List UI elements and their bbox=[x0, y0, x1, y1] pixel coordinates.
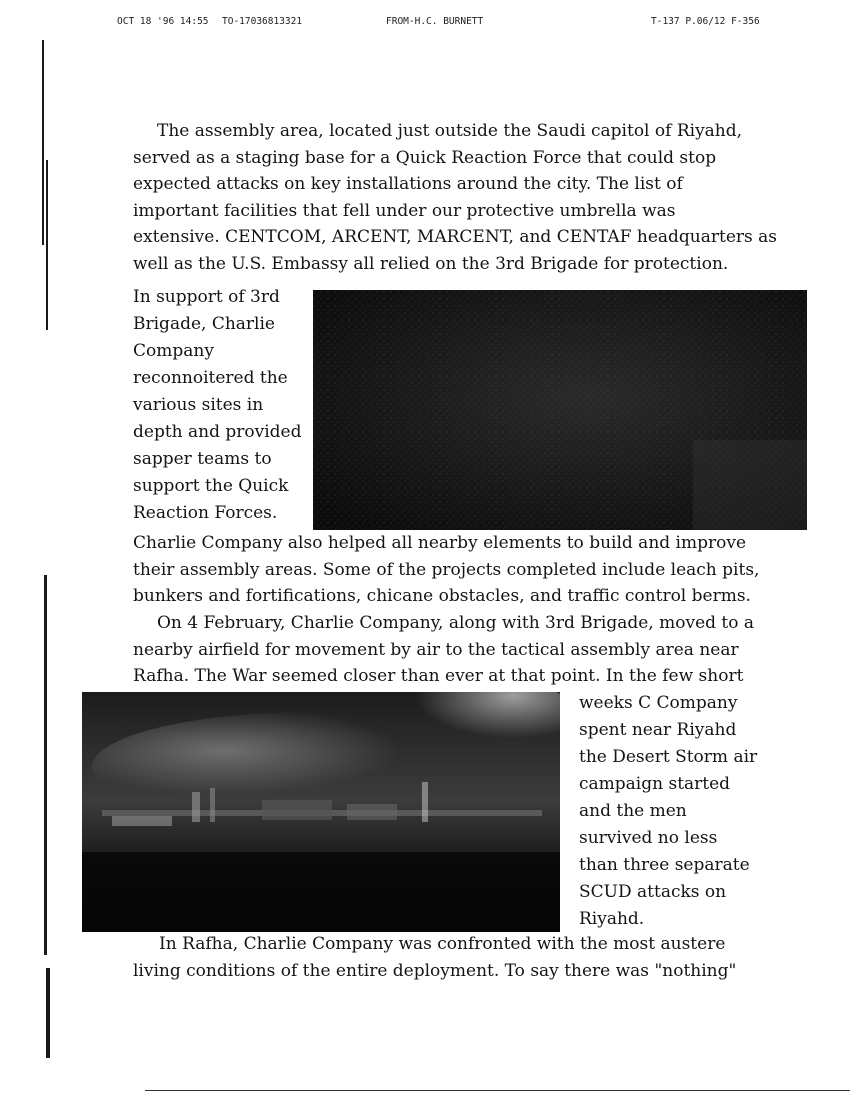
text-line: In support of 3rd bbox=[133, 287, 280, 307]
paragraph-2-wrapped bbox=[133, 284, 302, 527]
paragraph-4 bbox=[133, 931, 736, 984]
text-line: support the Quick bbox=[133, 476, 289, 496]
text-line: extensive. CENTCOM, ARCENT, MARCENT, and CENTAF headquarters as bbox=[133, 227, 778, 247]
text-line: their assembly areas. Some of the projects completed include leach pits, bbox=[133, 559, 760, 580]
text-line: expected attacks on key installations around the city. The list of bbox=[133, 174, 683, 194]
fax-page: T-137 P.06/12 F-356 bbox=[651, 16, 760, 27]
text-line: living conditions of the entire deployment. To say there was "nothing" bbox=[133, 960, 737, 981]
text-line: nearby airfield for movement by air to the tactical assembly area near bbox=[133, 639, 739, 660]
text-line: campaign started bbox=[579, 774, 731, 794]
fax-header bbox=[0, 16, 850, 32]
photo-bottom-image bbox=[82, 692, 560, 932]
photo-top-image bbox=[313, 290, 807, 530]
fax-date-time: OCT 18 '96 14:55 bbox=[117, 16, 209, 27]
text-line: the Desert Storm air bbox=[579, 747, 758, 767]
photo-top bbox=[313, 290, 807, 530]
paragraph-3-wrapped bbox=[579, 690, 757, 933]
text-line: served as a staging base for a Quick Reaction Force that could stop bbox=[133, 147, 717, 168]
text-line: Riyahd. bbox=[579, 909, 645, 929]
paragraph-3 bbox=[133, 610, 754, 690]
text-line: depth and provided bbox=[133, 422, 302, 442]
text-line: and the men bbox=[579, 801, 687, 821]
paragraph-2-rest bbox=[133, 530, 759, 610]
text-line: weeks C Company bbox=[579, 693, 738, 713]
text-line: Charlie Company also helped all nearby elements to build and improve bbox=[133, 533, 747, 553]
margin-mark-mid bbox=[46, 160, 48, 330]
text-line: Brigade, Charlie bbox=[133, 314, 275, 334]
photo-bottom bbox=[82, 692, 560, 932]
paragraph-1 bbox=[133, 118, 777, 277]
text-line: survived no less bbox=[579, 828, 718, 848]
margin-mark-top bbox=[42, 40, 44, 245]
bottom-rule bbox=[145, 1090, 850, 1091]
text-line: than three separate bbox=[579, 855, 750, 875]
text-line: Company bbox=[133, 341, 214, 361]
text-line: reconnoitered the bbox=[133, 368, 288, 388]
text-line: well as the U.S. Embassy all relied on the 3rd Brigade for protection. bbox=[133, 253, 729, 274]
text-line: bunkers and fortifications, chicane obstacles, and traffic control berms. bbox=[133, 586, 751, 606]
text-line: spent near Riyahd bbox=[579, 720, 737, 740]
text-line: Reaction Forces. bbox=[133, 503, 278, 523]
fax-from: FROM-H.C. BURNETT bbox=[386, 16, 484, 27]
text-line: The assembly area, located just outside the Saudi capitol of Riyahd, bbox=[157, 121, 743, 141]
text-line: important facilities that fell under our protective umbrella was bbox=[133, 200, 676, 221]
text-line: In Rafha, Charlie Company was confronted with the most austere bbox=[159, 934, 726, 954]
text-line: various sites in bbox=[133, 395, 264, 415]
text-line: sapper teams to bbox=[133, 449, 272, 469]
text-line: Rafha. The War seemed closer than ever at that point. In the few short bbox=[133, 666, 744, 686]
text-line: On 4 February, Charlie Company, along with 3rd Brigade, moved to a bbox=[157, 613, 755, 633]
margin-mark-lower bbox=[44, 575, 47, 955]
text-line: SCUD attacks on bbox=[579, 882, 727, 902]
fax-to: TO-17036813321 bbox=[222, 16, 303, 27]
margin-mark-bottom bbox=[46, 968, 50, 1058]
